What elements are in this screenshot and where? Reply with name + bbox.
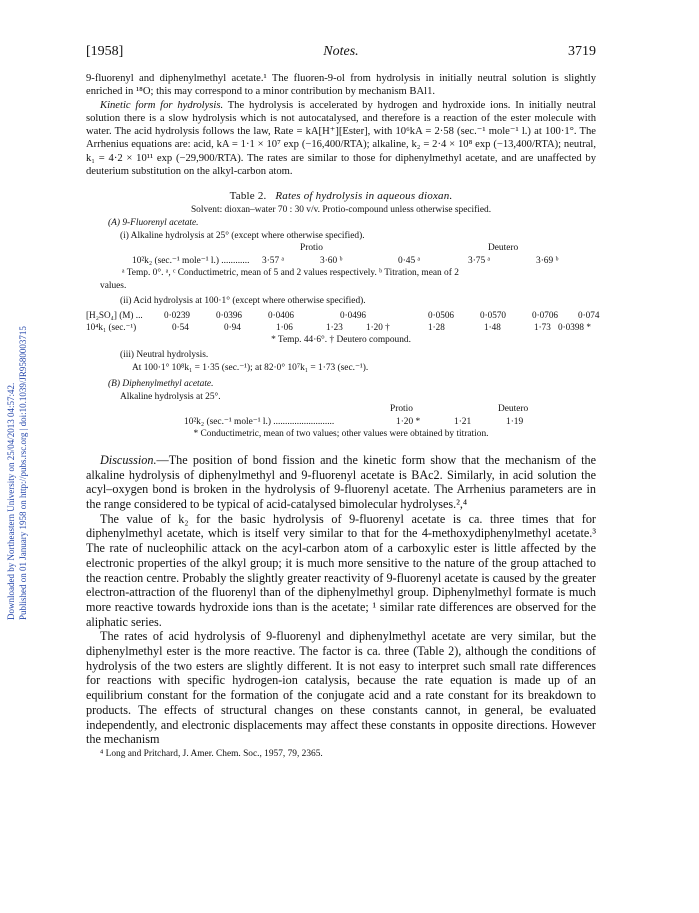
table-cell: 1·19	[506, 416, 524, 427]
table-solvent: Solvent: dioxan–water 70 : 30 v/v. Protio-compound unless otherwise specified.	[190, 205, 492, 216]
acid-footnote: * Temp. 44·6°. † Deutero compound.	[271, 334, 411, 345]
table-title: Rates of hydrolysis in aqueous dioxan.	[275, 190, 453, 203]
discussion-paragraph	[86, 453, 596, 512]
table-cell: 1·20 †	[366, 322, 390, 333]
table-cell: 1·20 *	[396, 416, 421, 427]
kinetic-text: The hydrolysis is accelerated by hydrogen and hydroxide ions. In initially neutral solution there is a slow hydrolysis which is not autocatalysed, and therefore is a reaction of the ester molecule with water. The acid hydrolysis follows the law, Rate = kA[H⁺][Ester], with 10⁶kA = 2·58 (sec.⁻¹ mole⁻¹ l.) at 100·1°. The Arrhenius equations are: acid, kA = 1·1 × 10⁷ exp (−16,400/RTA); alkaline, k₂ = 2·4 × 10⁸ exp (−13,400/RTA); neutral, k₁ = 4·2 × 10¹¹ exp (−29,900/RTA). The rates are similar to those for diphenylmethyl acetate, and are unaffected by deuterium substitution on the alkyl-carbon atom.	[86, 99, 596, 178]
rate-value-paragraph: The value of k₂ for the basic hydrolysis of 9-fluorenyl acetate is ca. three times that for diphenylmethyl acetate, which is itself very similar to that for the 4-methoxydiphenylmethyl acetate.³ The rate of nucleophilic attack on the acyl-carbon atom of a carboxylic ester is little affected by the electronic properties of the alkyl group; it is much more sensitive to the nature of the group attached to the reaction centre. Probably the slightly greater reactivity of 9-fluorenyl acetate is caused by the greater electron-attraction of the fluorenyl than of the diphenylmethyl group. Diphenylmethyl formate is much more reactive towards hydroxide ions than is the acetate; ¹ similar rate differences are observed for the aliphatic series.	[86, 511, 596, 629]
section-a-i-heading: (i) Alkaline hydrolysis at 25° (except where otherwise specified).	[120, 230, 365, 241]
kinetic-form-paragraph	[86, 99, 596, 179]
acid-row1-label: [H₂SO₄] (M) ...	[86, 309, 143, 320]
alkaline-footnote: ᵃ Temp. 0°. ᵃ, ᶜ Conductimetric, mean of 5 and 2 values respectively. ᵇ Titration, mean of 2	[122, 268, 459, 279]
table-caption	[86, 190, 596, 202]
table-cell: 0·0506	[428, 309, 455, 320]
page-number: 3719	[568, 44, 596, 59]
acid-table	[86, 309, 600, 334]
table-cell: 0·074	[578, 309, 600, 320]
b-row-label: 10²k₂ (sec.⁻¹ mole⁻¹ l.) ..........................	[184, 416, 335, 427]
table-cell: 1·21	[454, 416, 472, 427]
table-cell: 3·69 ᵇ	[536, 255, 559, 266]
discussion-text: —The position of bond fission and the kinetic form show that the mechanism of the alkaline hydrolysis of diphenylmethyl and 9-fluorenyl acetate is BAc2. Similarly, in acid solution the acyl–oxygen bond is broken in the hydrolysis of 9-fluorenyl acetate. The Arrhenius parameters are in the range considered to be typical of acid-catalysed bimolecular hydrolyses.²,⁴	[86, 452, 596, 511]
table-cell: 0·0398 *	[558, 322, 591, 333]
published-on-link[interactable]: Published on 01 January 1958 on http://pubs.rsc.org | doi:10.1039/JR9580003715	[18, 326, 28, 620]
download-watermark	[4, 150, 32, 620]
section-b-heading: (B) Diphenylmethyl acetate.	[108, 379, 214, 390]
table-cell: 0·0570	[480, 309, 507, 320]
header-title: Notes.	[323, 44, 359, 59]
table-cell: 0·0496	[340, 309, 367, 320]
alkaline-header-row	[86, 242, 596, 255]
table-cell: 0·94	[224, 322, 241, 333]
acid-row2-label: 10⁴k₁ (sec.⁻¹)	[86, 322, 137, 333]
table-cell: 3·60 ᵇ	[320, 255, 343, 266]
table-cell: 0·0406	[268, 309, 295, 320]
section-a-iii-heading: (iii) Neutral hydrolysis.	[120, 350, 209, 361]
b-header-row	[86, 403, 596, 416]
table-cell: 0·0706	[532, 309, 559, 320]
table-cell: 0·0239	[164, 309, 191, 320]
downloaded-by-text: Downloaded by Northeastern University on 25/04/2013 04:57:42.	[6, 382, 16, 620]
journal-page	[86, 44, 600, 759]
table-cell: 1·28	[428, 322, 445, 333]
table-label: Table 2.	[229, 190, 267, 203]
footnote: ⁴ Long and Pritchard, J. Amer. Chem. Soc., 1957, 79, 2365.	[100, 748, 323, 759]
neutral-values: At 100·1° 10⁸k₁ = 1·35 (sec.⁻¹); at 82·0° 10⁷k₁ = 1·73 (sec.⁻¹).	[132, 362, 369, 373]
table-cell: 1·73	[534, 322, 551, 333]
section-a-heading: (A) 9-Fluorenyl acetate.	[108, 218, 199, 229]
kinetic-heading: Kinetic form for hydrolysis.	[100, 99, 224, 111]
discussion-heading: Discussion.	[100, 452, 157, 467]
deutero-header: Deutero	[488, 243, 519, 254]
table-cell: 0·0396	[216, 309, 243, 320]
opening-paragraph: 9-fluorenyl and diphenylmethyl acetate.¹ The fluoren-9-ol from hydrolysis in initially neutral solution is slightly enriched in ¹⁸O; this may correspond to a minor contribution by mechanism BAl1.	[86, 73, 596, 98]
table-cell: 1·48	[484, 322, 501, 333]
table-cell: 3·75 ᵃ	[468, 255, 491, 266]
header-year: [1958]	[86, 44, 124, 59]
acid-rates-paragraph: The rates of acid hydrolysis of 9-fluorenyl and diphenylmethyl acetate are very similar, but the diphenylmethyl ester is the more reactive. The factor is ca. three (Table 2), although the conditions of hydrolysis of the two esters are slightly different. It is not easy to interpret such small rate differences for reactions with specific hydrogen-ion catalysis, because the rate equation is made up of an equilibrium constant for the formation of the conjugate acid and a rate constant for its breakdown to products. The effects of structural changes on these constants cannot, in general, be evaluated independently, and electronic displacements may affect these constants in opposite directions. However the mechanism	[86, 629, 596, 747]
b-values-row	[86, 416, 596, 429]
alkaline-footnote-cont: values.	[100, 280, 127, 291]
alkaline-values-row	[86, 255, 596, 268]
running-header	[86, 44, 596, 66]
table-cell: 1·23	[326, 322, 343, 333]
table-cell: 0·54	[172, 322, 189, 333]
table-cell: 3·57 ᵃ	[262, 255, 285, 266]
protio-header: Protio	[300, 243, 323, 254]
b-footnote: * Conductimetric, mean of two values; other values were obtained by titration.	[193, 429, 489, 440]
alkaline-row-label: 10²k₂ (sec.⁻¹ mole⁻¹ l.) ............	[132, 255, 250, 266]
deutero-header: Deutero	[498, 404, 529, 415]
table-cell: 0·45 ᵃ	[398, 255, 421, 266]
section-b-sub-heading: Alkaline hydrolysis at 25°.	[120, 391, 221, 402]
protio-header: Protio	[390, 404, 413, 415]
section-a-ii-heading: (ii) Acid hydrolysis at 100·1° (except where otherwise specified).	[120, 296, 366, 307]
table-cell: 1·06	[276, 322, 293, 333]
